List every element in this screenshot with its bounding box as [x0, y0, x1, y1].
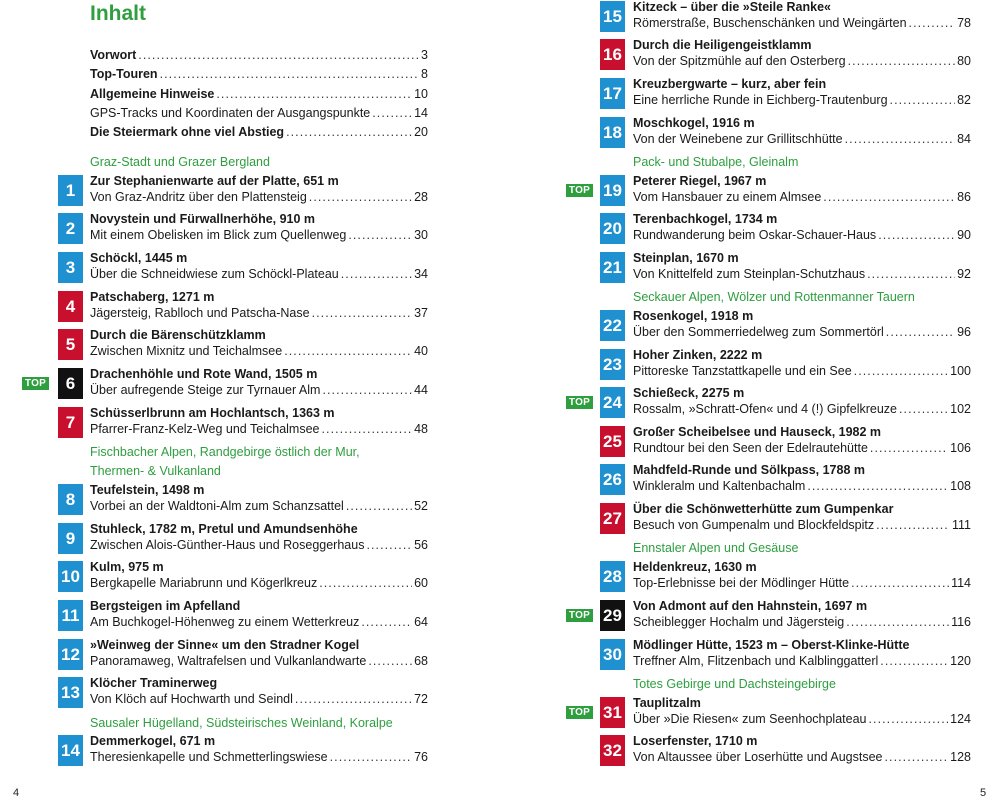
tour-entry[interactable] — [500, 424, 970, 460]
tour-title: Teufelstein, 1498 m — [90, 483, 205, 497]
tour-subtitle: Panoramaweg, Waltrafelsen und Vulkanlandwarte — [90, 654, 367, 668]
tour-subtitle: Von Altaussee über Loserhütte und Augstsee — [633, 750, 883, 764]
tour-title: Novystein und Fürwallnerhöhe, 910 m — [90, 212, 316, 226]
tour-page-number: 30 — [414, 228, 428, 242]
tour-title: Moschkogel, 1916 m — [633, 116, 755, 130]
tour-subtitle-row — [633, 53, 971, 70]
tour-page-number: 80 — [957, 54, 971, 68]
tour-number-badge: 19 — [600, 175, 625, 206]
tour-number-badge: 29 — [600, 600, 625, 631]
tour-entry[interactable] — [500, 637, 970, 673]
tour-entry[interactable] — [500, 37, 970, 73]
section-heading: Ennstaler Alpen und Gesäuse — [633, 541, 799, 555]
tour-subtitle: Eine herrliche Runde in Eichberg-Trautenburg — [633, 93, 888, 107]
tour-number-badge: 16 — [600, 39, 625, 70]
tour-title: Kitzeck – über die »Steile Ranke« — [633, 0, 832, 14]
section-heading: Sausaler Hügelland, Südsteirisches Weinland, Koralpe — [90, 716, 393, 730]
tour-page-number: 100 — [950, 364, 971, 378]
tour-page-number: 124 — [950, 712, 971, 726]
tour-title: Loserfenster, 1710 m — [633, 734, 758, 748]
tour-number-badge: 1 — [58, 175, 83, 206]
tour-text — [633, 598, 971, 631]
tour-text — [633, 308, 971, 341]
tour-subtitle: Scheiblegger Hochalm und Jägersteig — [633, 615, 845, 629]
leader-dots — [851, 575, 949, 592]
tour-subtitle-row — [633, 614, 971, 631]
tour-page-number: 128 — [950, 750, 971, 764]
leader-dots — [823, 189, 955, 206]
toc-entry-page: 20 — [414, 125, 428, 140]
tour-title: Durch die Heiligengeistklamm — [633, 38, 812, 52]
section-heading: Fischbacher Alpen, Randgebirge östlich der Mur, — [90, 445, 360, 459]
tour-page-number: 56 — [414, 538, 428, 552]
tour-page-number: 86 — [957, 190, 971, 204]
tour-subtitle-row — [633, 266, 971, 283]
tour-title: Bergsteigen im Apfelland — [90, 599, 241, 613]
tour-entry[interactable] — [500, 211, 970, 247]
tour-page-number: 34 — [414, 267, 428, 281]
tour-title: Rosenkogel, 1918 m — [633, 309, 754, 323]
tour-subtitle: Über »Die Riesen« zum Seenhochplateau — [633, 712, 867, 726]
leader-dots — [899, 401, 948, 418]
tour-title: »Weinweg der Sinne« um den Stradner Kogel — [90, 638, 360, 652]
tour-page-number: 116 — [951, 615, 971, 629]
tour-title: Mödlinger Hütte, 1523 m – Oberst-Klinke-Hütte — [633, 638, 910, 652]
tour-entry[interactable] — [500, 559, 970, 595]
tour-subtitle: Von der Weinebene zur Grillitschhütte — [633, 132, 843, 146]
tour-subtitle-row — [633, 711, 971, 728]
tour-page-number: 72 — [414, 692, 428, 706]
tour-page-number: 106 — [950, 441, 971, 455]
tour-number-badge: 6 — [58, 368, 83, 399]
tour-subtitle: Rossalm, »Schratt-Ofen« und 4 (!) Gipfelkreuze — [633, 402, 898, 416]
tour-page-number: 28 — [414, 190, 428, 204]
tour-subtitle-row — [633, 517, 971, 534]
tour-subtitle: Von der Spitzmühle auf den Osterberg — [633, 54, 846, 68]
leader-dots — [890, 92, 956, 109]
top-tour-badge: TOP — [22, 377, 49, 390]
toc-entry-page: 3 — [421, 48, 428, 62]
toc-entry-page: 8 — [421, 67, 428, 82]
tour-number-badge: 9 — [58, 523, 83, 554]
tour-text — [633, 211, 971, 244]
tour-text — [633, 424, 971, 457]
tour-subtitle: Theresienkapelle und Schmetterlingswiese — [90, 750, 328, 764]
tour-page-number: 82 — [957, 93, 971, 107]
tour-number-badge: 24 — [600, 387, 625, 418]
leader-dots — [885, 749, 949, 766]
tour-number-badge: 28 — [600, 561, 625, 592]
tour-subtitle-row — [633, 401, 971, 418]
tour-subtitle-row — [633, 440, 971, 457]
tour-text — [633, 637, 971, 670]
tour-number-badge: 2 — [58, 213, 83, 244]
tour-entry[interactable] — [500, 462, 970, 498]
tour-entry[interactable] — [500, 0, 970, 35]
tour-page-number: 90 — [957, 228, 971, 242]
tour-subtitle: Zwischen Alois-Günther-Haus und Roseggerhaus — [90, 538, 365, 552]
tour-title: Klöcher Traminerweg — [90, 676, 218, 690]
leader-dots — [878, 227, 955, 244]
tour-page-number: 52 — [414, 499, 428, 513]
tour-title: Demmerkogel, 671 m — [90, 734, 216, 748]
top-tour-badge: TOP — [566, 706, 593, 719]
section-heading: Graz-Stadt und Grazer Bergland — [90, 155, 270, 169]
tour-page-number: 111 — [951, 518, 971, 532]
tour-number-badge: 20 — [600, 213, 625, 244]
tour-subtitle: Am Buchkogel-Höhenweg zu einem Wetterkreuz — [90, 615, 360, 629]
tour-number-badge: 31 — [600, 697, 625, 728]
tour-text — [633, 385, 971, 418]
tour-number-badge: 27 — [600, 503, 625, 534]
tour-number-badge: 26 — [600, 464, 625, 495]
tour-subtitle: Von Knittelfeld zum Steinplan-Schutzhaus — [633, 267, 866, 281]
toc-entry-title: Top-Touren — [90, 67, 158, 82]
tour-text — [633, 0, 971, 32]
tour-page-number: 96 — [957, 325, 971, 339]
section-heading: Totes Gebirge und Dachsteingebirge — [633, 677, 836, 691]
toc-entry-title: Allgemeine Hinweise — [90, 86, 215, 101]
tour-subtitle: Besuch von Gumpenalm und Blockfeldspitz — [633, 518, 875, 532]
tour-title: Schöckl, 1445 m — [90, 251, 188, 265]
tour-number-badge: 14 — [58, 735, 83, 766]
leader-dots — [867, 266, 955, 283]
leader-dots — [854, 363, 948, 380]
tour-text — [633, 347, 971, 380]
tour-subtitle-row — [633, 653, 971, 670]
tour-number-badge: 11 — [58, 600, 83, 631]
tour-number-badge: 32 — [600, 735, 625, 766]
tour-entry[interactable] — [500, 347, 970, 383]
top-tour-badge: TOP — [566, 396, 593, 409]
tour-number-badge: 23 — [600, 349, 625, 380]
page-number-left: 4 — [13, 787, 20, 799]
tour-subtitle: Über aufregende Steige zur Tyrnauer Alm — [90, 383, 321, 397]
leader-dots — [870, 440, 948, 457]
tour-title: Stuhleck, 1782 m, Pretul und Amundsenhöhe — [90, 522, 358, 536]
tour-number-badge: 12 — [58, 639, 83, 670]
leader-dots — [880, 653, 948, 670]
toc-entry-title: GPS-Tracks und Koordinaten der Ausgangspunkte — [90, 105, 371, 120]
tour-page-number: 102 — [950, 402, 971, 416]
tour-subtitle-row — [633, 15, 971, 32]
tour-entry[interactable] — [500, 173, 970, 209]
tour-subtitle-row — [633, 363, 971, 380]
toc-title: Inhalt — [90, 2, 146, 25]
tour-number-badge: 25 — [600, 426, 625, 457]
tour-title: Heldenkreuz, 1630 m — [633, 560, 757, 574]
tour-subtitle-row — [633, 478, 971, 495]
tour-title: Terenbachkogel, 1734 m — [633, 212, 778, 226]
tour-entry[interactable] — [500, 695, 970, 731]
tour-title: Tauplitzalm — [633, 696, 701, 710]
tour-number-badge: 4 — [58, 291, 83, 322]
tour-title: Kreuzbergwarte – kurz, aber fein — [633, 77, 827, 91]
leader-dots — [807, 478, 948, 495]
tour-subtitle-row — [633, 131, 971, 148]
tour-subtitle: Von Graz-Andritz über den Plattensteig — [90, 190, 307, 204]
tour-entry[interactable] — [500, 733, 970, 769]
tour-entry[interactable] — [500, 501, 970, 537]
tour-title: Zur Stephanienwarte auf der Platte, 651 m — [90, 174, 339, 188]
tour-number-badge: 18 — [600, 117, 625, 148]
tour-subtitle-row — [633, 575, 971, 592]
tour-text — [633, 559, 971, 592]
tour-title: Patschaberg, 1271 m — [90, 290, 215, 304]
tour-subtitle: Vom Hansbauer zu einem Almsee — [633, 190, 822, 204]
tour-entry[interactable] — [500, 115, 970, 151]
tour-number-badge: 5 — [58, 329, 83, 360]
tour-subtitle-row — [633, 749, 971, 766]
tour-number-badge: 17 — [600, 78, 625, 109]
tour-subtitle: Pfarrer-Franz-Kelz-Weg und Teichalmsee — [90, 422, 320, 436]
tour-text — [633, 173, 971, 206]
tour-subtitle: Top-Erlebnisse bei der Mödlinger Hütte — [633, 576, 850, 590]
tour-text — [633, 462, 971, 495]
toc-entry-title: Vorwort — [90, 48, 137, 62]
tour-text — [633, 76, 971, 109]
top-tour-badge: TOP — [566, 609, 593, 622]
leader-dots — [909, 15, 956, 32]
tour-subtitle: Rundtour bei den Seen der Edelrautehütte — [633, 441, 868, 455]
tour-text — [633, 695, 971, 728]
section-heading: Thermen- & Vulkanland — [90, 464, 221, 478]
tour-number-badge: 7 — [58, 407, 83, 438]
tour-subtitle-row — [633, 324, 971, 341]
tour-page-number: 76 — [414, 750, 428, 764]
tour-subtitle: Jägersteig, Rablloch und Patscha-Nase — [90, 306, 310, 320]
tour-subtitle: Winkleralm und Kaltenbachalm — [633, 479, 806, 493]
tour-subtitle-row — [633, 189, 971, 206]
tour-number-badge: 22 — [600, 310, 625, 341]
tour-subtitle: Pittoreske Tanzstattkapelle und ein See — [633, 364, 852, 378]
tour-page-number: 37 — [414, 306, 428, 320]
page-number-right: 5 — [980, 787, 987, 799]
tour-entry[interactable] — [500, 385, 970, 421]
tour-subtitle: Bergkapelle Mariabrunn und Kögerlkreuz — [90, 576, 318, 590]
tour-number-badge: 15 — [600, 1, 625, 32]
toc-entry-title: Die Steiermark ohne viel Abstieg — [90, 125, 285, 140]
tour-title: Peterer Riegel, 1967 m — [633, 174, 767, 188]
tour-title: Drachenhöhle und Rote Wand, 1505 m — [90, 367, 318, 381]
tour-entry[interactable] — [500, 308, 970, 344]
tour-page-number: 120 — [950, 654, 971, 668]
tour-subtitle: Zwischen Mixnitz und Teichalmsee — [90, 344, 283, 358]
tour-title: Großer Scheibelsee und Hauseck, 1982 m — [633, 425, 882, 439]
tour-subtitle: Über die Schneidwiese zum Schöckl-Plateau — [90, 267, 339, 281]
tour-page-number: 48 — [414, 422, 428, 436]
section-heading: Seckauer Alpen, Wölzer und Rottenmanner Tauern — [633, 290, 915, 304]
tour-text — [633, 733, 971, 766]
tour-title: Durch die Bärenschützklamm — [90, 328, 266, 342]
tour-subtitle: Römerstraße, Buschenschänken und Weingärten — [633, 16, 907, 30]
tour-title: Hoher Zinken, 2222 m — [633, 348, 763, 362]
section-heading: Pack- und Stubalpe, Gleinalm — [633, 155, 799, 169]
tour-number-badge: 10 — [58, 561, 83, 592]
tour-text — [633, 250, 971, 283]
toc-entry-page: 14 — [414, 105, 428, 120]
tour-subtitle: Mit einem Obelisken im Blick zum Quellenweg — [90, 228, 347, 242]
leader-dots — [846, 614, 949, 631]
tour-page-number: 114 — [951, 576, 971, 590]
tour-page-number: 108 — [950, 479, 971, 493]
tour-text — [633, 501, 971, 534]
tour-subtitle: Rundwanderung beim Oskar-Schauer-Haus — [633, 228, 877, 242]
leader-dots — [845, 131, 955, 148]
tour-text — [633, 37, 971, 70]
tour-entry[interactable] — [500, 598, 970, 634]
tour-title: Von Admont auf den Hahnstein, 1697 m — [633, 599, 868, 613]
tour-subtitle-row — [633, 227, 971, 244]
tour-subtitle: Vorbei an der Waldtoni-Alm zum Schanzsattel — [90, 499, 344, 513]
tour-page-number: 60 — [414, 576, 428, 590]
tour-title: Kulm, 975 m — [90, 560, 164, 574]
tour-page-number: 84 — [957, 132, 971, 146]
tour-number-badge: 21 — [600, 252, 625, 283]
tour-title: Mahdfeld-Runde und Sölkpass, 1788 m — [633, 463, 865, 477]
tour-title: Über die Schönwetterhütte zum Gumpenkar — [633, 502, 894, 516]
tour-title: Schüsserlbrunn am Hochlantsch, 1363 m — [90, 406, 335, 420]
leader-dots — [848, 53, 955, 70]
leader-dots — [886, 324, 955, 341]
leader-dots — [868, 711, 948, 728]
tour-subtitle-row — [633, 92, 971, 109]
tour-text — [633, 115, 971, 148]
leader-dots — [876, 517, 950, 534]
tour-page-number: 40 — [414, 344, 428, 358]
tour-page-number: 78 — [957, 16, 971, 30]
tour-subtitle: Von Klöch auf Hochwarth und Seindl — [90, 692, 293, 706]
toc-entry-page: 10 — [414, 86, 428, 101]
tour-page-number: 44 — [414, 383, 428, 397]
tour-number-badge: 30 — [600, 639, 625, 670]
tour-subtitle: Treffner Alm, Flitzenbach und Kalblinggatterl — [633, 654, 879, 668]
tour-number-badge: 8 — [58, 484, 83, 515]
tour-number-badge: 13 — [58, 677, 83, 708]
tour-entry[interactable] — [500, 76, 970, 112]
tour-page-number: 64 — [414, 615, 428, 629]
top-tour-badge: TOP — [566, 184, 593, 197]
tour-entry[interactable] — [500, 250, 970, 286]
tour-subtitle: Über den Sommerriedelweg zum Sommertörl — [633, 325, 884, 339]
tour-number-badge: 3 — [58, 252, 83, 283]
tour-page-number: 92 — [957, 267, 971, 281]
tour-page-number: 68 — [414, 654, 428, 668]
tour-title: Steinplan, 1670 m — [633, 251, 739, 265]
tour-title: Schießeck, 2275 m — [633, 386, 745, 400]
